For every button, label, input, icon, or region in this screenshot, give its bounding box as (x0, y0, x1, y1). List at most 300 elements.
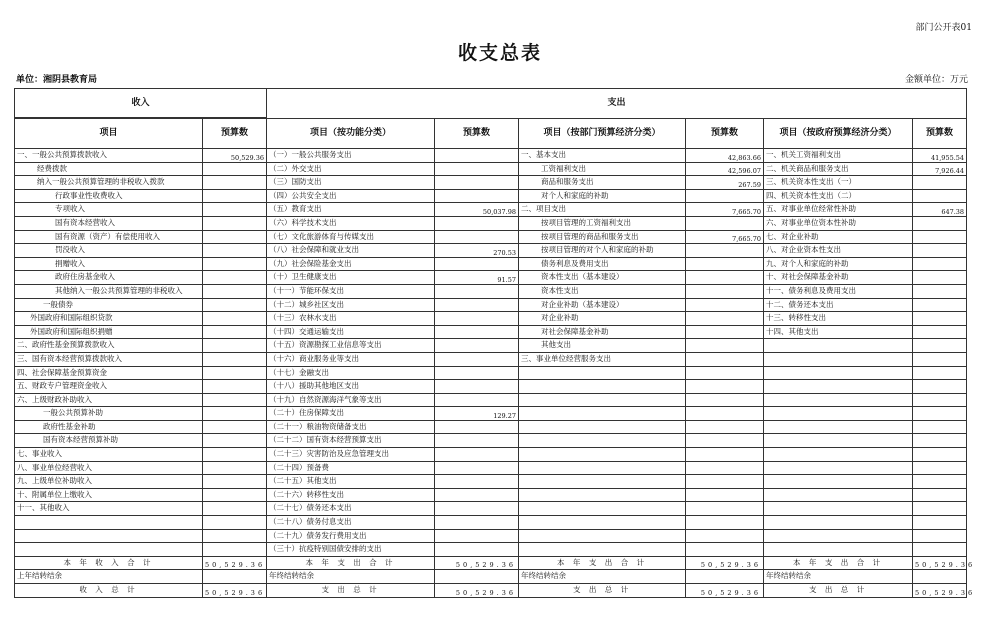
income-item-cell: 政府住房基金收入 (15, 271, 203, 285)
dept-econ-budget-cell (686, 244, 764, 258)
function-item-cell: （二十九）债务发行费用支出 (267, 529, 435, 543)
income-item-cell: 捐赠收入 (15, 257, 203, 271)
income-budget-cell (203, 380, 267, 394)
gov-econ-budget-cell: 7,926.44 (913, 162, 967, 176)
table-row (15, 257, 967, 271)
dept-econ-item-cell: 工资福利支出 (519, 162, 686, 176)
gov-econ-item-cell: 九、对个人和家庭的补助 (764, 257, 913, 271)
function-budget-cell (435, 434, 519, 448)
dept-econ-budget-cell (686, 529, 764, 543)
income-item-cell: 四、社会保障基金预算资金 (15, 366, 203, 380)
budget-summary-table (14, 88, 976, 598)
table-row (15, 325, 967, 339)
income-item-cell: 其他纳入一般公共预算管理的非税收入 (15, 284, 203, 298)
dept-econ-budget-cell (686, 448, 764, 462)
function-budget-cell (435, 284, 519, 298)
gov-econ-budget-cell (913, 488, 967, 502)
gov-econ-item-cell: 十四、其他支出 (764, 325, 913, 339)
function-budget-cell (435, 393, 519, 407)
income-sum-value: 50,529.36 (203, 584, 267, 598)
function-item-cell: （五）教育支出 (267, 203, 435, 217)
gov-econ-budget-cell (913, 271, 967, 285)
table-row (15, 516, 967, 530)
dept-econ-budget-cell (686, 352, 764, 366)
income-budget-cell (203, 502, 267, 516)
function-item-cell: （十九）自然资源海洋气象等支出 (267, 393, 435, 407)
income-item-cell: 专项收入 (15, 203, 203, 217)
function-item-cell: （二十二）国有资本经营预算支出 (267, 434, 435, 448)
gov-econ-budget-cell (913, 420, 967, 434)
gov-econ-budget-cell (913, 434, 967, 448)
income-item-cell (15, 529, 203, 543)
end-balance-label-gov: 年终结转结余 (764, 570, 913, 584)
function-budget-header: 预算数 (435, 118, 519, 149)
dept-econ-budget-cell: 42,596.07 (686, 162, 764, 176)
table-row (15, 352, 967, 366)
gov-econ-item-cell (764, 352, 913, 366)
gov-econ-budget-cell (913, 380, 967, 394)
dept-econ-item-cell (519, 434, 686, 448)
gov-econ-budget-cell (913, 461, 967, 475)
income-budget-cell (203, 434, 267, 448)
gov-econ-budget-cell (913, 325, 967, 339)
function-item-cell: （三）国防支出 (267, 176, 435, 190)
table-row (15, 149, 967, 163)
gov-econ-budget-cell (913, 475, 967, 489)
gov-econ-budget-cell (913, 543, 967, 557)
function-budget-cell: 91.57 (435, 271, 519, 285)
table-row (15, 298, 967, 312)
function-budget-cell (435, 475, 519, 489)
income-budget-cell (203, 420, 267, 434)
table-row (15, 216, 967, 230)
table-row (15, 312, 967, 326)
function-item-cell: （六）科学技术支出 (267, 216, 435, 230)
function-budget-cell: 270.53 (435, 244, 519, 258)
income-budget-cell (203, 189, 267, 203)
gov-econ-item-cell (764, 475, 913, 489)
dept-econ-item-cell: 其他支出 (519, 339, 686, 353)
dept-econ-budget-cell (686, 271, 764, 285)
dept-econ-item-cell (519, 380, 686, 394)
income-budget-cell (203, 203, 267, 217)
gov-econ-budget-cell (913, 298, 967, 312)
gov-econ-budget-cell (913, 366, 967, 380)
dept-econ-item-cell: 二、项目支出 (519, 203, 686, 217)
table-row (15, 475, 967, 489)
dept-econ-budget-cell (686, 420, 764, 434)
function-budget-cell (435, 176, 519, 190)
gov-econ-item-cell: 十二、债务还本支出 (764, 298, 913, 312)
gov-econ-item-cell (764, 366, 913, 380)
income-budget-cell (203, 284, 267, 298)
function-budget-cell (435, 448, 519, 462)
gov-econ-item-cell: 七、对企业补助 (764, 230, 913, 244)
income-item-header: 项目 (15, 118, 203, 149)
income-item-cell: 行政事业性收费收入 (15, 189, 203, 203)
gov-econ-item-cell: 四、机关资本性支出（二） (764, 189, 913, 203)
gov-econ-item-cell (764, 380, 913, 394)
income-item-cell (15, 516, 203, 530)
income-budget-cell (203, 448, 267, 462)
table-row (15, 543, 967, 557)
income-item-cell: 十、附属单位上缴收入 (15, 488, 203, 502)
dept-econ-budget-cell: 7,665.70 (686, 203, 764, 217)
function-item-cell: （十六）商业服务业等支出 (267, 352, 435, 366)
function-item-cell: （二十五）其他支出 (267, 475, 435, 489)
income-budget-cell (203, 516, 267, 530)
gov-econ-item-cell (764, 502, 913, 516)
form-code: 部门公开表01 (915, 23, 972, 33)
end-balance-label-func: 年终结转结余 (267, 570, 435, 584)
expend-total-value-dept: 50,529.36 (686, 556, 764, 570)
income-budget-cell (203, 543, 267, 557)
table-row (15, 407, 967, 421)
function-item-cell: （二十六）转移性支出 (267, 488, 435, 502)
table-row (15, 244, 967, 258)
function-budget-cell (435, 339, 519, 353)
income-item-cell: 外国政府和国际组织贷款 (15, 312, 203, 326)
table-row (15, 271, 967, 285)
gov-econ-budget-cell (913, 352, 967, 366)
dept-econ-item-cell: 按项目管理的商品和服务支出 (519, 230, 686, 244)
gov-econ-item-cell (764, 529, 913, 543)
dept-econ-budget-cell: 7,665.70 (686, 230, 764, 244)
function-item-header: 项目（按功能分类） (267, 118, 435, 149)
income-budget-cell (203, 352, 267, 366)
gov-econ-budget-cell (913, 407, 967, 421)
income-item-cell: 罚没收入 (15, 244, 203, 258)
function-item-cell: （七）文化旅游体育与传媒支出 (267, 230, 435, 244)
gov-econ-budget-cell (913, 516, 967, 530)
page-title: 收支总表 (457, 42, 542, 64)
gov-econ-item-cell (764, 488, 913, 502)
dept-econ-item-cell (519, 407, 686, 421)
expend-total-label-dept: 本 年 支 出 合 计 (519, 556, 686, 570)
income-budget-cell (203, 339, 267, 353)
dept-econ-item-cell: 按项目管理的对个人和家庭的补助 (519, 244, 686, 258)
function-budget-cell (435, 312, 519, 326)
function-budget-cell (435, 230, 519, 244)
table-row (15, 448, 967, 462)
dept-econ-item-cell: 按项目管理的工资福利支出 (519, 216, 686, 230)
dept-econ-budget-cell (686, 502, 764, 516)
function-budget-cell (435, 516, 519, 530)
gov-econ-item-cell (764, 434, 913, 448)
income-item-cell: 七、事业收入 (15, 448, 203, 462)
dept-econ-item-cell: 债务利息及费用支出 (519, 257, 686, 271)
gov-econ-budget-cell (913, 502, 967, 516)
gov-econ-item-cell: 十三、转移性支出 (764, 312, 913, 326)
dept-econ-budget-cell (686, 407, 764, 421)
function-item-cell: （十二）城乡社区支出 (267, 298, 435, 312)
dept-econ-item-cell: 资本性支出 (519, 284, 686, 298)
dept-econ-item-cell: 对企业补助（基本建设） (519, 298, 686, 312)
income-budget-cell (203, 271, 267, 285)
dept-econ-item-cell (519, 461, 686, 475)
gov-econ-budget-cell (913, 529, 967, 543)
dept-econ-budget-cell (686, 366, 764, 380)
table-row (15, 380, 967, 394)
income-item-cell: 经费拨款 (15, 162, 203, 176)
income-budget-cell (203, 488, 267, 502)
function-budget-cell (435, 543, 519, 557)
expend-total-value-func: 50,529.36 (435, 556, 519, 570)
income-budget-cell: 50,529.36 (203, 149, 267, 163)
gov-econ-item-cell (764, 516, 913, 530)
expend-total-label-gov: 本 年 支 出 合 计 (764, 556, 913, 570)
income-budget-header: 预算数 (203, 118, 267, 149)
income-budget-cell (203, 366, 267, 380)
table-row (15, 420, 967, 434)
gov-econ-budget-cell (913, 284, 967, 298)
expend-sum-value-gov: 50,529.36 (913, 584, 967, 598)
function-item-cell: （十）卫生健康支出 (267, 271, 435, 285)
gov-econ-budget-cell (913, 244, 967, 258)
income-total-value: 50,529.36 (203, 556, 267, 570)
dept-econ-item-cell (519, 366, 686, 380)
function-item-cell: （十八）援助其他地区支出 (267, 380, 435, 394)
gov-econ-budget-cell (913, 312, 967, 326)
table-row (15, 366, 967, 380)
dept-econ-item-cell (519, 529, 686, 543)
dept-econ-budget-cell (686, 325, 764, 339)
gov-econ-item-cell: 一、机关工资福利支出 (764, 149, 913, 163)
dept-econ-budget-cell (686, 284, 764, 298)
function-item-cell: （八）社会保障和就业支出 (267, 244, 435, 258)
function-budget-cell: 129.27 (435, 407, 519, 421)
dept-econ-item-cell (519, 543, 686, 557)
dept-econ-budget-cell (686, 516, 764, 530)
function-budget-cell: 50,037.98 (435, 203, 519, 217)
function-item-cell: （四）公共安全支出 (267, 189, 435, 203)
dept-econ-item-cell (519, 393, 686, 407)
gov-econ-budget-cell (913, 393, 967, 407)
income-budget-cell (203, 257, 267, 271)
table-row (15, 284, 967, 298)
dept-econ-item-header: 项目（按部门预算经济分类） (519, 118, 686, 149)
income-item-cell: 一般公共预算补助 (15, 407, 203, 421)
dept-econ-budget-cell (686, 312, 764, 326)
dept-econ-budget-cell: 42,863.66 (686, 149, 764, 163)
expend-sum-label-gov: 支 出 总 计 (764, 584, 913, 598)
function-item-cell: （十三）农林水支出 (267, 312, 435, 326)
function-item-cell: （二十）住房保障支出 (267, 407, 435, 421)
expend-total-value-gov: 50,529.36 (913, 556, 967, 570)
prior-balance-label: 上年结转结余 (15, 570, 203, 584)
dept-econ-item-cell: 对个人和家庭的补助 (519, 189, 686, 203)
function-budget-cell (435, 352, 519, 366)
dept-econ-item-cell: 资本性支出（基本建设） (519, 271, 686, 285)
function-budget-cell (435, 149, 519, 163)
dept-econ-item-cell: 对社会保障基金补助 (519, 325, 686, 339)
table-row (15, 176, 967, 190)
gov-econ-budget-cell (913, 448, 967, 462)
income-budget-cell (203, 244, 267, 258)
grand-total-row (15, 584, 967, 598)
dept-econ-budget-cell (686, 488, 764, 502)
function-item-cell: （二十八）债务付息支出 (267, 516, 435, 530)
gov-econ-item-cell: 五、对事业单位经常性补助 (764, 203, 913, 217)
income-budget-cell (203, 230, 267, 244)
gov-econ-item-cell (764, 448, 913, 462)
function-item-cell: （一）一般公共服务支出 (267, 149, 435, 163)
function-budget-cell (435, 529, 519, 543)
dept-econ-budget-cell (686, 298, 764, 312)
gov-econ-item-cell (764, 420, 913, 434)
function-budget-cell (435, 461, 519, 475)
expend-sum-value-func: 50,529.36 (435, 584, 519, 598)
income-budget-cell (203, 216, 267, 230)
gov-econ-budget-header: 预算数 (913, 118, 967, 149)
dept-econ-budget-cell (686, 461, 764, 475)
expenditure-section-header: 支出 (267, 89, 967, 119)
gov-econ-budget-cell: 647.38 (913, 203, 967, 217)
income-item-cell: 国有资源（资产）有偿使用收入 (15, 230, 203, 244)
income-budget-cell (203, 162, 267, 176)
expend-sum-label-dept: 支 出 总 计 (519, 584, 686, 598)
income-item-cell: 国有资本经营收入 (15, 216, 203, 230)
function-item-cell: （十五）资源勘探工业信息等支出 (267, 339, 435, 353)
gov-econ-item-cell: 十一、债务利息及费用支出 (764, 284, 913, 298)
gov-econ-budget-cell: 41,955.54 (913, 149, 967, 163)
income-item-cell: 外国政府和国际组织捐赠 (15, 325, 203, 339)
function-budget-cell (435, 420, 519, 434)
dept-econ-item-cell (519, 420, 686, 434)
annual-total-row (15, 556, 967, 570)
dept-econ-budget-cell (686, 380, 764, 394)
table-row (15, 393, 967, 407)
function-item-cell: （二）外交支出 (267, 162, 435, 176)
dept-econ-item-cell (519, 448, 686, 462)
dept-econ-budget-header: 预算数 (686, 118, 764, 149)
function-item-cell: （十一）节能环保支出 (267, 284, 435, 298)
function-item-cell: （二十四）预备费 (267, 461, 435, 475)
income-budget-cell (203, 298, 267, 312)
income-budget-cell (203, 461, 267, 475)
dept-econ-item-cell (519, 475, 686, 489)
dept-econ-item-cell: 一、基本支出 (519, 149, 686, 163)
dept-econ-budget-cell: 267.59 (686, 176, 764, 190)
gov-econ-item-cell: 二、机关商品和服务支出 (764, 162, 913, 176)
function-item-cell: （十四）交通运输支出 (267, 325, 435, 339)
gov-econ-item-cell (764, 407, 913, 421)
function-budget-cell (435, 366, 519, 380)
table-row (15, 339, 967, 353)
end-balance-label-dept: 年终结转结余 (519, 570, 686, 584)
income-item-cell: 五、财政专户管理资金收入 (15, 380, 203, 394)
dept-econ-item-cell: 商品和服务支出 (519, 176, 686, 190)
gov-econ-budget-cell (913, 176, 967, 190)
income-item-cell: 八、事业单位经营收入 (15, 461, 203, 475)
gov-econ-item-cell (764, 543, 913, 557)
table-row (15, 529, 967, 543)
gov-econ-item-header: 项目（按政府预算经济分类） (764, 118, 913, 149)
income-item-cell: 三、国有资本经营预算拨款收入 (15, 352, 203, 366)
gov-econ-item-cell: 八、对企业资本性支出 (764, 244, 913, 258)
gov-econ-budget-cell (913, 339, 967, 353)
expend-total-label-func: 本 年 支 出 合 计 (267, 556, 435, 570)
function-budget-cell (435, 488, 519, 502)
income-item-cell: 政府性基金补助 (15, 420, 203, 434)
table-row (15, 230, 967, 244)
table-row (15, 502, 967, 516)
table-row (15, 189, 967, 203)
dept-econ-budget-cell (686, 543, 764, 557)
income-item-cell: 九、上级单位补助收入 (15, 475, 203, 489)
income-budget-cell (203, 407, 267, 421)
function-budget-cell (435, 257, 519, 271)
expend-sum-value-dept: 50,529.36 (686, 584, 764, 598)
expend-sum-label-func: 支 出 总 计 (267, 584, 435, 598)
dept-econ-item-cell: 三、事业单位经营服务支出 (519, 352, 686, 366)
gov-econ-item-cell (764, 339, 913, 353)
gov-econ-budget-cell (913, 257, 967, 271)
dept-econ-budget-cell (686, 339, 764, 353)
income-item-cell: 六、上级财政补助收入 (15, 393, 203, 407)
gov-econ-item-cell: 六、对事业单位资本性补助 (764, 216, 913, 230)
function-item-cell: （二十一）粮油物资储备支出 (267, 420, 435, 434)
dept-econ-budget-cell (686, 434, 764, 448)
income-item-cell: 二、政府性基金预算拨款收入 (15, 339, 203, 353)
income-budget-cell (203, 475, 267, 489)
income-budget-cell (203, 529, 267, 543)
function-budget-cell (435, 325, 519, 339)
gov-econ-item-cell (764, 461, 913, 475)
function-budget-cell (435, 216, 519, 230)
dept-econ-budget-cell (686, 257, 764, 271)
gov-econ-budget-cell (913, 230, 967, 244)
dept-econ-budget-cell (686, 189, 764, 203)
function-budget-cell (435, 189, 519, 203)
function-budget-cell (435, 380, 519, 394)
income-budget-cell (203, 176, 267, 190)
income-budget-cell (203, 393, 267, 407)
function-budget-cell (435, 502, 519, 516)
gov-econ-item-cell: 三、机关资本性支出（一） (764, 176, 913, 190)
gov-econ-budget-cell (913, 216, 967, 230)
table-row (15, 434, 967, 448)
function-item-cell: （二十三）灾害防治及应急管理支出 (267, 448, 435, 462)
table-row (15, 488, 967, 502)
income-section-header: 收入 (15, 89, 267, 119)
function-budget-cell (435, 298, 519, 312)
function-item-cell: （二十七）债务还本支出 (267, 502, 435, 516)
dept-econ-budget-cell (686, 475, 764, 489)
balance-row (15, 570, 967, 584)
dept-econ-budget-cell (686, 393, 764, 407)
dept-econ-item-cell (519, 502, 686, 516)
function-item-cell: （十七）金融支出 (267, 366, 435, 380)
income-budget-cell (203, 312, 267, 326)
income-total-label: 本 年 收 入 合 计 (15, 556, 203, 570)
income-item-cell: 纳入一般公共预算管理的非税收入拨款 (15, 176, 203, 190)
income-sum-label: 收 入 总 计 (15, 584, 203, 598)
table-row (15, 203, 967, 217)
table-row (15, 461, 967, 475)
function-item-cell: （九）社会保险基金支出 (267, 257, 435, 271)
unit-label: 单位：湘阴县教育局 (16, 75, 98, 85)
income-item-cell: 一、一般公共预算拨款收入 (15, 149, 203, 163)
dept-econ-budget-cell (686, 216, 764, 230)
dept-econ-item-cell (519, 488, 686, 502)
dept-econ-item-cell: 对企业补助 (519, 312, 686, 326)
function-budget-cell (435, 162, 519, 176)
income-budget-cell (203, 325, 267, 339)
income-item-cell: 国有资本经营预算补助 (15, 434, 203, 448)
amount-unit-label: 金额单位：万元 (904, 75, 968, 85)
gov-econ-budget-cell (913, 189, 967, 203)
